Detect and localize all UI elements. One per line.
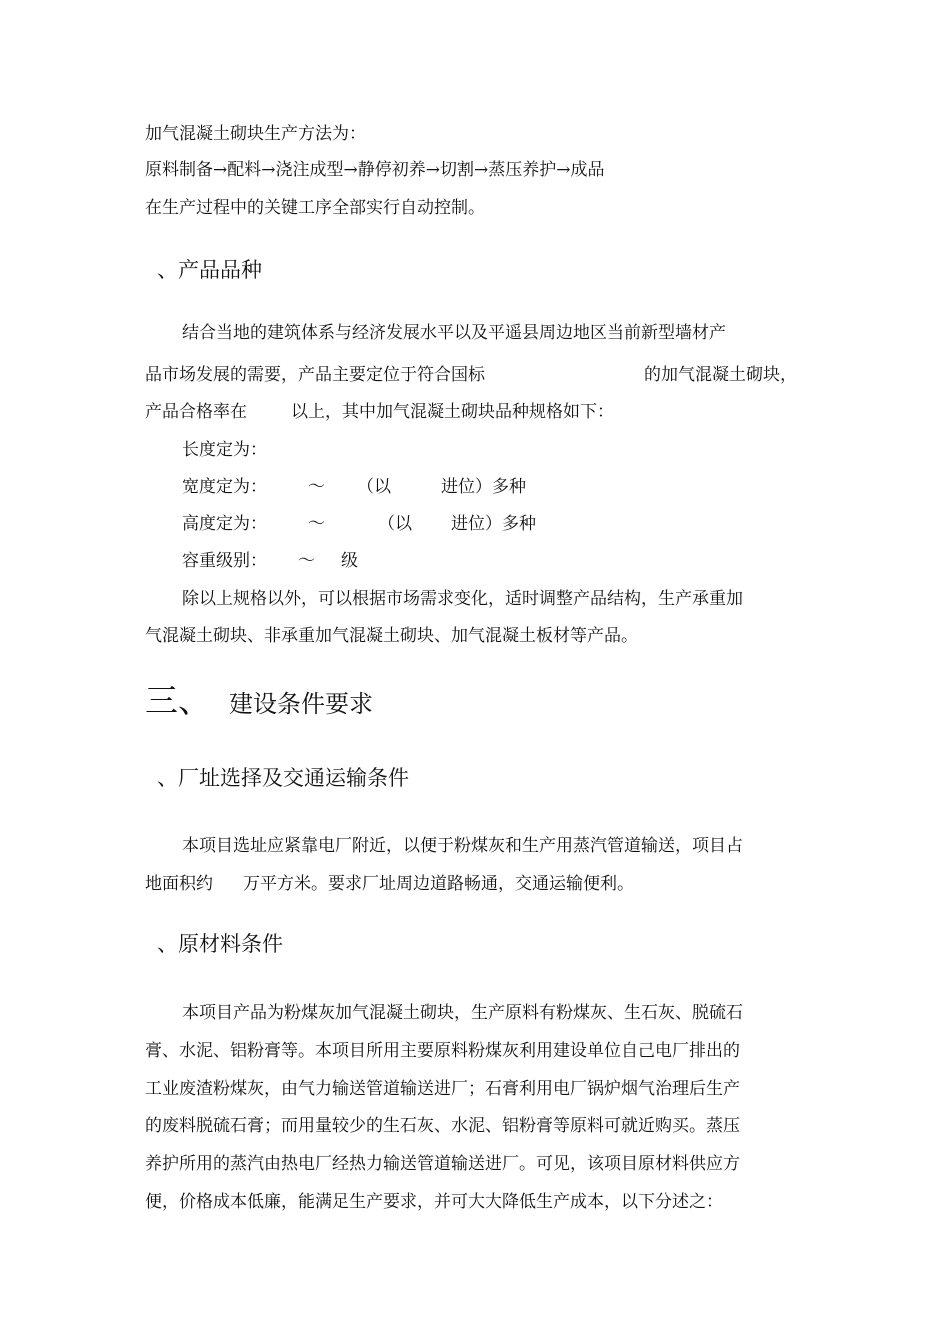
height-jinwei: 进位）多种 [451,514,536,534]
materials-line5: 养护所用的蒸汽由热电厂经热力输送管道输送进厂。可见，该项目原材料供应方 [145,1154,740,1174]
section-three-number: 三、 [145,681,211,720]
height-tilde: ～ [308,514,325,534]
product-para1-line3 [145,401,815,423]
site-line2-a: 地面积约 [145,874,213,894]
product-para1-line2-a: 品市场发展的需要，产品主要定位于符合国标 [145,365,485,385]
materials-line2: 膏、水泥、铝粉膏等。本项目所用主要原料粉煤灰利用建设单位自己电厂排出的 [145,1041,740,1061]
width-label: 宽度定为： [182,477,267,497]
product-para1-line1: 结合当地的建筑体系与经济发展水平以及平遥县周边地区当前新型墙材产 [182,323,726,343]
density-tilde: ～ [298,551,315,571]
site-line1: 本项目选址应紧靠电厂附近，以便于粉煤灰和生产用蒸汽管道输送，项目占 [182,836,743,856]
product-para1-line3-b: 以上，其中加气混凝土砌块品种规格如下： [291,402,614,422]
method-title: 加气混凝土砌块生产方法为： [145,124,366,144]
product-heading: 、产品品种 [157,258,262,282]
materials-line6: 便，价格成本低廉，能满足生产要求，并可大大降低生产成本，以下分述之： [145,1192,723,1212]
site-line2-b: 万平方米。要求厂址周边道路畅通，交通运输便利。 [243,874,634,894]
density-spec [182,550,482,572]
site-line2 [145,873,745,895]
product-para1-line3-a: 产品合格率在 [145,402,247,422]
width-tilde: ～ [308,477,325,497]
height-yi: （以 [378,514,412,534]
materials-line1: 本项目产品为粉煤灰加气混凝土砌块，生产原料有粉煤灰、生石灰、脱硫石 [182,1003,743,1023]
auto-control-text: 在生产过程中的关键工序全部实行自动控制。 [145,198,485,218]
length-label: 长度定为： [182,440,267,460]
materials-line3: 工业废渣粉煤灰，由气力输送管道输送进厂；石膏利用电厂锅炉烟气治理后生产 [145,1079,740,1099]
materials-heading: 、原材料条件 [157,932,283,956]
materials-line4: 的废料脱硫石膏；而用量较少的生石灰、水泥、铝粉膏等原料可就近购买。蒸压 [145,1116,740,1136]
density-label: 容重级别： [182,551,267,571]
width-yi: （以 [357,477,391,497]
product-para2-line2: 气混凝土砌块、非承重加气混凝土砌块、加气混凝土板材等产品。 [145,626,638,646]
product-para2-line1: 除以上规格以外，可以根据市场需求变化，适时调整产品结构，生产承重加 [182,589,743,609]
height-spec [182,513,582,535]
section-three-title: 建设条件要求 [229,690,373,718]
product-para1-line2 [145,364,815,386]
width-spec [182,476,582,498]
height-label: 高度定为： [182,514,267,534]
width-jinwei: 进位）多种 [441,477,526,497]
site-heading: 、厂址选择及交通运输条件 [157,766,409,790]
density-ji: 级 [341,551,358,571]
product-para1-line2-b: 的加气混凝土砌块， [644,365,797,385]
process-flow: 原料制备→配料→浇注成型→静停初养→切割→蒸压养护→成品 [145,160,605,180]
